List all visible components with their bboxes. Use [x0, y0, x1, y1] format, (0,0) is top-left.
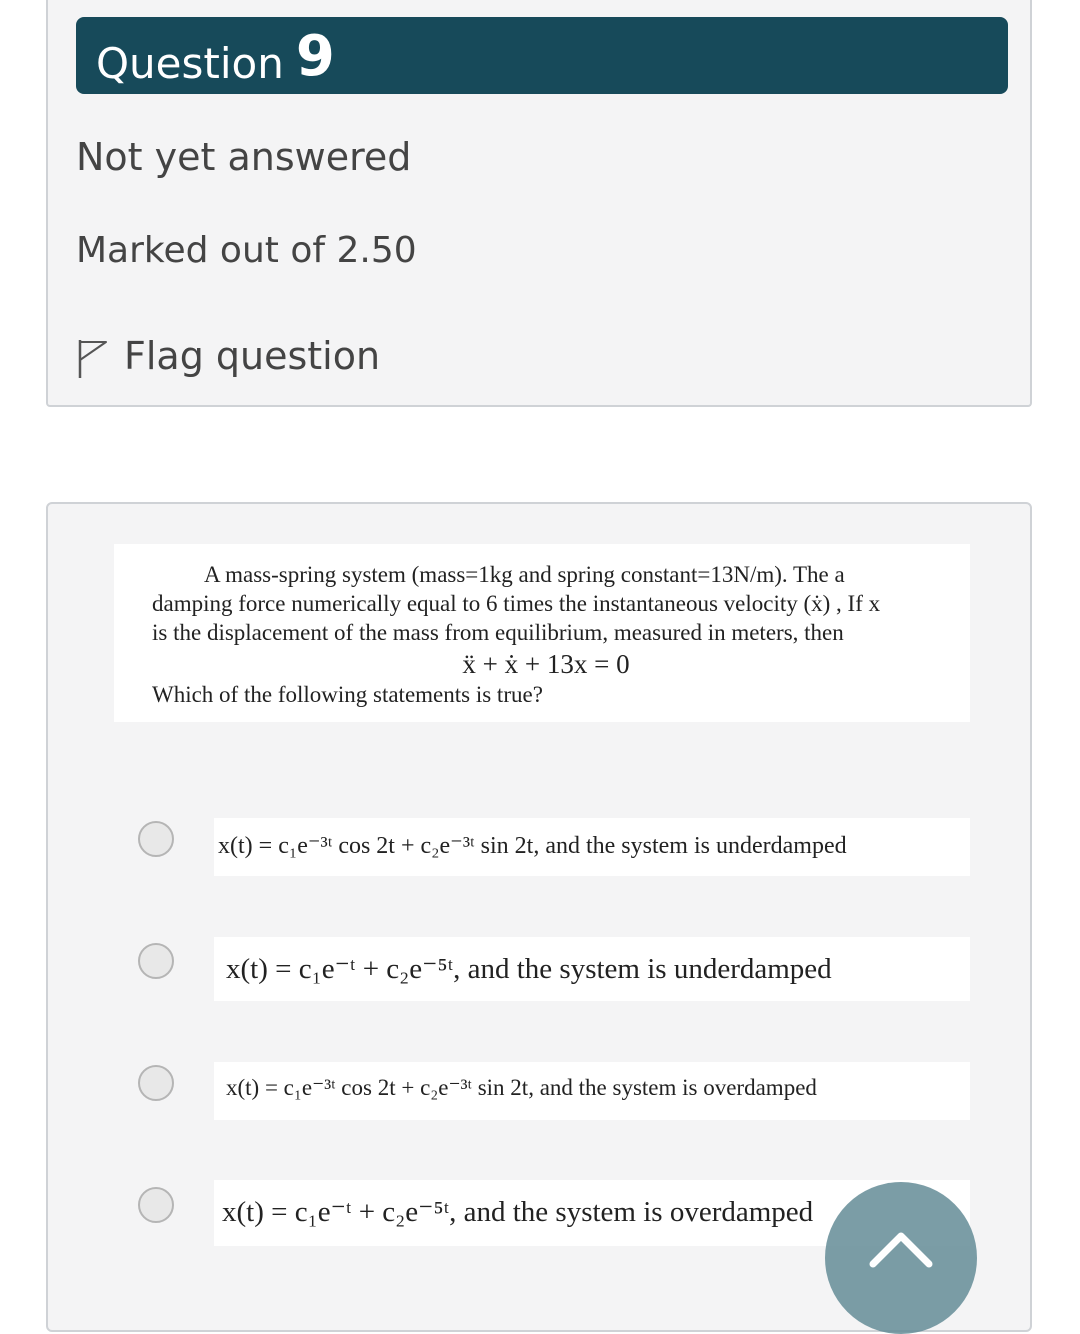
question-state: Not yet answered: [76, 135, 412, 179]
prompt-line-1: A mass-spring system (mass=1kg and spring constant=13N/m). The a: [204, 562, 845, 587]
option-d-tail: , and the system is overdamped: [449, 1196, 814, 1228]
option-d-formula: x(t) = c₁e⁻ᵗ + c₂e⁻⁵ᵗ: [222, 1196, 450, 1228]
option-a-label[interactable]: [214, 818, 970, 876]
option-c-tail: , and the system is overdamped: [528, 1075, 817, 1100]
radio-option-d[interactable]: [138, 1187, 174, 1223]
option-b-tail: , and the system is underdamped: [453, 953, 832, 985]
option-c-label[interactable]: [214, 1062, 970, 1120]
question-prompt: [114, 544, 970, 722]
chevron-up-icon: [869, 1228, 933, 1268]
question-info-panel: [46, 0, 1032, 407]
radio-option-b[interactable]: [138, 943, 174, 979]
question-number: 9: [295, 24, 335, 89]
back-to-top-button[interactable]: [825, 1182, 977, 1334]
prompt-equation: ẍ + ẋ + 13x = 0: [462, 649, 630, 679]
question-header: [76, 17, 1008, 94]
option-b-formula: x(t) = c₁e⁻ᵗ + c₂e⁻⁵ᵗ: [226, 953, 454, 985]
radio-option-a[interactable]: [138, 821, 174, 857]
question-label: Question: [96, 39, 284, 88]
flag-question-button[interactable]: [76, 326, 380, 385]
option-c-formula: x(t) = c₁e⁻³ᵗ cos 2t + c₂e⁻³ᵗ sin 2t: [226, 1075, 529, 1100]
option-a-formula: x(t) = c₁e⁻³ᵗ cos 2t + c₂e⁻³ᵗ sin 2t: [218, 833, 534, 859]
flag-icon: [76, 326, 110, 385]
radio-option-c[interactable]: [138, 1065, 174, 1101]
option-b-label[interactable]: [214, 937, 970, 1001]
prompt-line-3: is the displacement of the mass from equilibrium, measured in meters, then: [152, 620, 844, 645]
option-a-tail: , and the system is underdamped: [533, 833, 847, 859]
prompt-line-2: damping force numerically equal to 6 times the instantaneous velocity (ẋ) , If x: [152, 591, 881, 616]
prompt-question: Which of the following statements is true?: [152, 682, 543, 707]
question-grade: Marked out of 2.50: [76, 230, 417, 271]
flag-question-label: Flag question: [124, 333, 381, 378]
